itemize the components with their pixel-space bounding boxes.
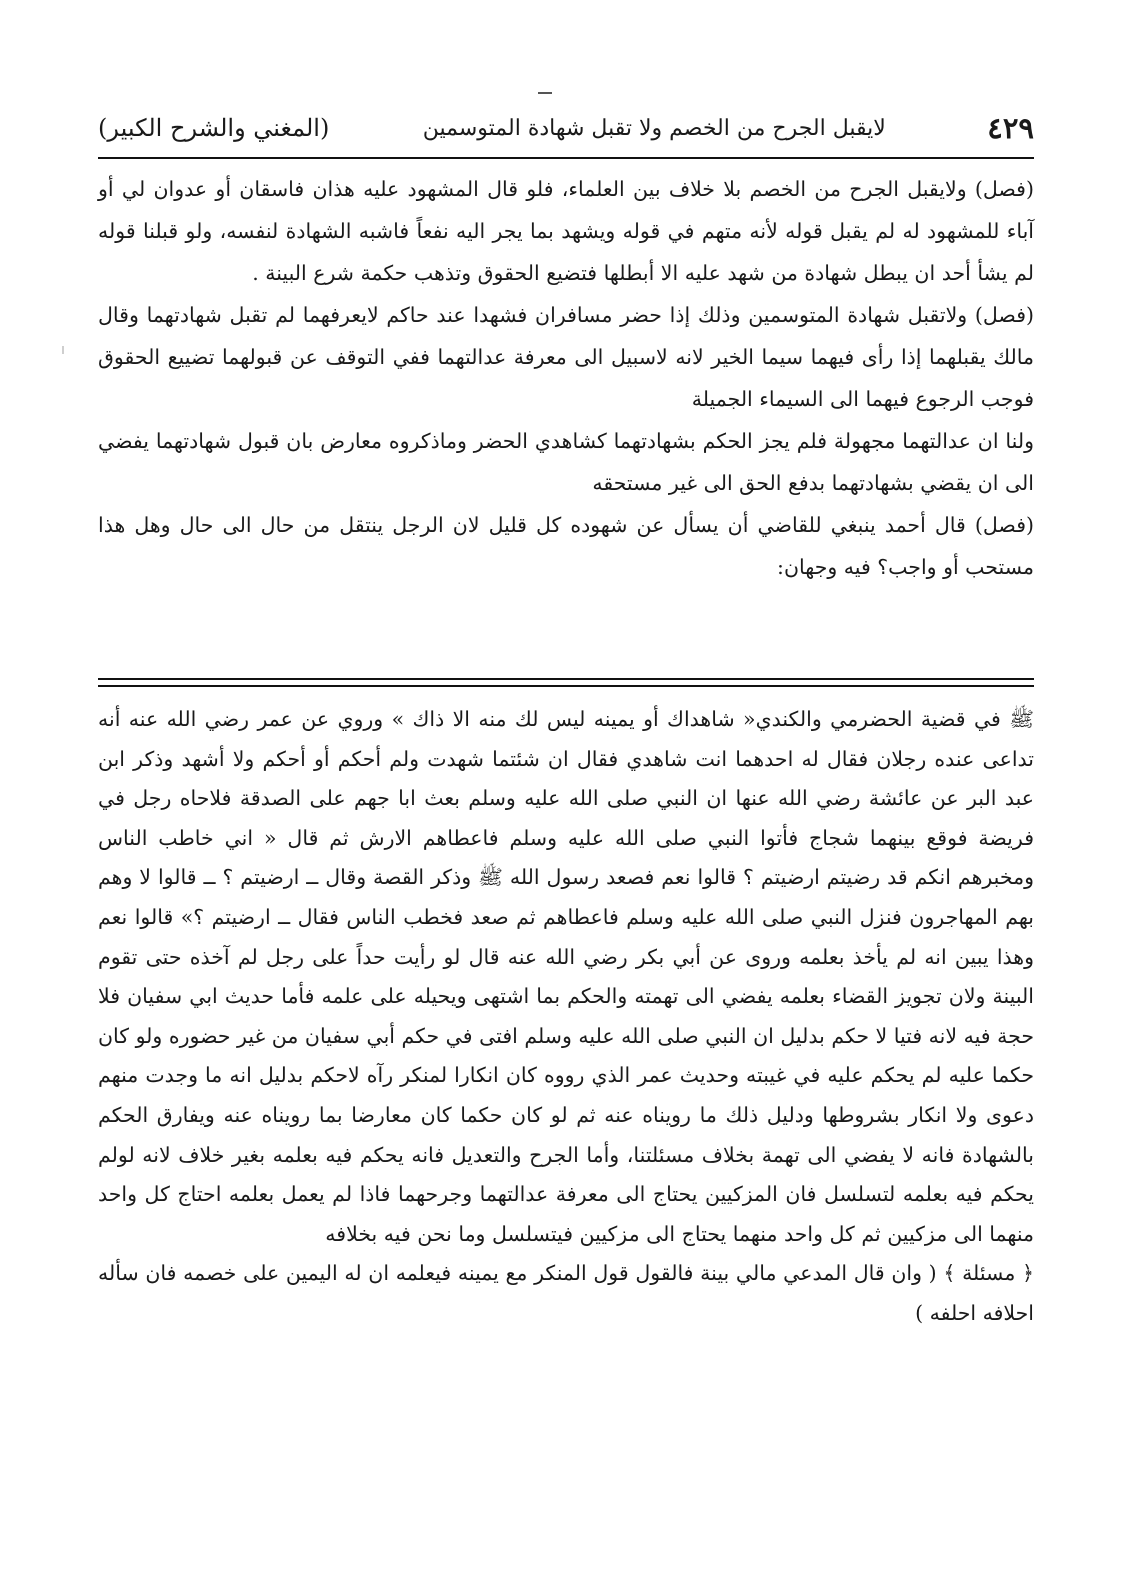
paragraph-fasl-ahmad: (فصل) قال أحمد ينبغي للقاضي أن يسأل عن شهوده كل قليل لان الرجل ينتقل من حال الى حال وهل هذا مستحب أو واجب؟ فيه وجهان: — [98, 513, 1034, 579]
margin-speck — [62, 346, 64, 354]
page-header — [98, 104, 1034, 152]
header-rule — [98, 157, 1034, 159]
paragraph-fasl-mutawassimin: (فصل) ولاتقبل شهادة المتوسمين وذلك إذا حضر مسافران فشهدا عند حاكم لايعرفهما لم تقبل شهادتهما وقال مالك يقبلهما إذا رأى فيهما سيما الخير لانه لاسبيل الى معرفة عدالتهما ففي التوقف عن قبولهما تضييع الحقوق فوجب الرجوع فيهما الى السيماء الجميلة — [98, 303, 1034, 411]
running-title: لايقبل الجرح من الخصم ولا تقبل شهادة المتوسمين — [422, 115, 886, 141]
separator-rule-top — [98, 678, 1034, 680]
commentary-paragraph: ﷺ في قضية الحضرمي والكندي« شاهداك أو يمينه ليس لك منه الا ذاك » وروي عن عمر رضي الله عنه أنه تداعى عنده رجلان فقال له احدهما انت شاهدي فقال ان شئتما شهدت ولم أحكم أو أحكم ولا أشهد وذكر ابن عبد البر عن عائشة رضي الله عنها ان النبي صلى الله عليه وسلم بعث ابا جهم على الصدقة فلاحاه رجل في فريضة فوقع بينهما شجاج فأتوا النبي صلى الله عليه وسلم فاعطاهم الارش ثم قال « اني خاطب الناس ومخبرهم انكم قد رضيتم ارضيتم ؟ قالوا نعم فصعد رسول الله ﷺ وذكر القصة وقال ــ ارضيتم ؟ ــ قالوا لا وهم بهم المهاجرون فنزل النبي صلى الله عليه وسلم فاعطاهم ثم صعد فخطب الناس فقال ــ ارضيتم ؟» قالوا نعم وهذا يبين انه لم يأخذ بعلمه وروى عن أبي بكر رضي الله عنه قال لو رأيت حداً على رجل لم آخذه حتى تقوم البينة ولان تجويز القضاء بعلمه يفضي الى تهمته والحكم بما اشتهى ويحيله على علمه فأما حديث ابي سفيان فلا حجة فيه لانه فتيا لا حكم بدليل ان النبي صلى الله عليه وسلم افتى في حكم أبي سفيان من غير حضوره ولو كان حكما عليه لم يحكم عليه في غيبته وحديث عمر الذي رووه كان انكارا لمنكر رآه لاحكم بدليل انه ما وجدت منهم دعوى ولا انكار بشروطها ودليل ذلك ما رويناه عنه ثم لو كان حكما كان معارضا بما رويناه عنه ويفارق الحكم بالشهادة فانه لا يفضي الى تهمة بخلاف مسئلتنا، وأما الجرح والتعديل فانه يحكم فيه بعلمه بغير خلاف لانه لولم يحكم فيه بعلمه لتسلسل فان المزكيين يحتاج الى معرفة عدالتهما وجرحهما فاذا لم يعمل بعلمه احتاج كل واحد منهما الى مزكيين ثم كل واحد منهما يحتاج الى مزكيين فيتسلسل وما نحن فيه بخلافه — [98, 707, 1034, 1246]
paragraph-fasl-jarh: (فصل) ولايقبل الجرح من الخصم بلا خلاف بين العلماء، فلو قال المشهود عليه هذان فاسقان أو عدوان لي أو آباء للمشهود له لم يقبل قوله لأنه متهم في قوله ويشهد بما يجر اليه نفعاً فاشبه الشهادة لنفسه، ولو قبلنا قوله لم يشأ أحد ان يبطل شهادة من شهد عليه الا أبطلها فتضيع الحقوق وتذهب حكمة شرع البينة . — [98, 177, 1034, 285]
paragraph-response: ولنا ان عدالتهما مجهولة فلم يجز الحكم بشهادتهما كشاهدي الحضر وماذكروه معارض بان قبول شهادتهما يفضي الى ان يقضي بشهادتهما بدفع الحق الى غير مستحقه — [98, 429, 1034, 495]
masala-paragraph: ﴿ مسئلة ﴾ ( وان قال المدعي مالي بينة فالقول قول المنكر مع يمينه فيعلمه ان له اليمين على خصمه فان سأله احلافه احلفه ) — [98, 1261, 1034, 1325]
separator-rule-bottom — [98, 685, 1034, 687]
main-text — [98, 168, 1034, 588]
commentary-text — [98, 700, 1034, 1334]
printer-mark — [538, 92, 552, 94]
page-number: ٤٢٩ — [987, 111, 1034, 145]
book-title: (المغني والشرح الكبير) — [98, 114, 330, 142]
